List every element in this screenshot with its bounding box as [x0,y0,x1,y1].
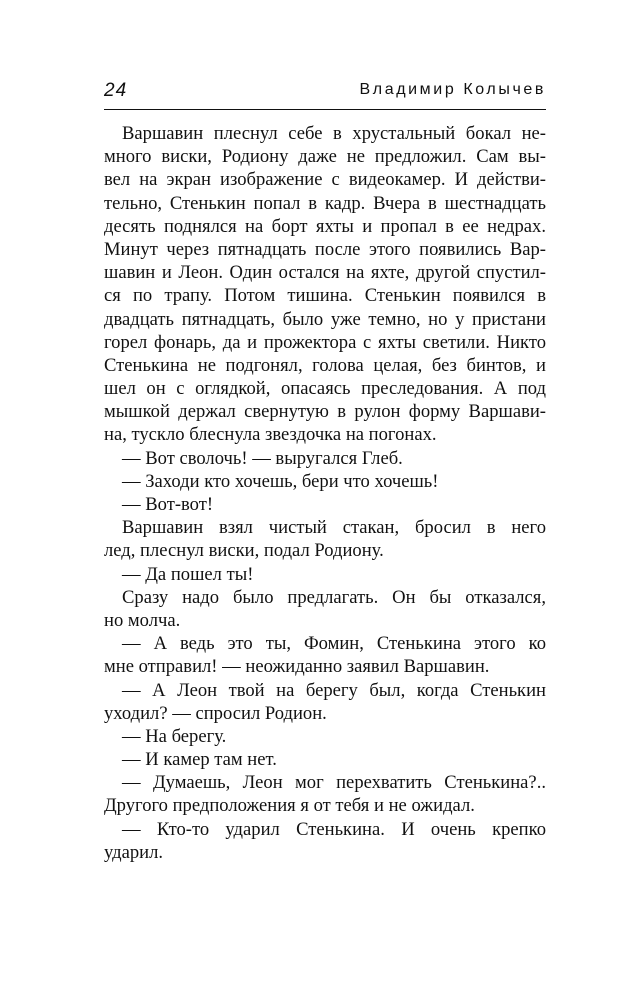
paragraph [104,586,546,632]
paragraph [104,679,546,725]
text-line: — И камер там нет. [122,749,277,771]
text-line: вел на экран изображение с видеокамер. И действи- [104,169,546,191]
text-line: — На берегу. [122,725,227,747]
text-line: — Думаешь, Леон мог перехватить Стенькина?.. [122,772,546,794]
text-line: шел он с оглядкой, опасаясь преследования. А под [104,378,546,400]
paragraph [104,493,546,516]
text-line: Сразу надо было предлагать. Он бы отказался, [122,586,546,608]
page-number: 24 [104,80,128,101]
text-line: много виски, Родиону даже не предложил. Сам вы- [104,146,546,168]
header-rule [104,109,546,110]
paragraph [104,563,546,586]
text-line: Минут через пятнадцать после этого появились Вар- [104,238,546,260]
text-line: ударил. [104,841,164,863]
text-line: — Вот-вот! [122,494,214,515]
text-line: — Да пошел ты! [122,563,254,585]
text-line: шавин и Леон. Один остался на яхте, другой спустил- [104,262,546,284]
text-line: но молча. [104,609,181,631]
paragraph [104,470,546,493]
text-line: — Кто-то ударил Стенькина. И очень крепко [122,818,546,840]
text-line: Стенькина не подгонял, голова целая, без бинтов, и [104,354,546,376]
paragraph [104,771,546,817]
paragraph [104,632,546,678]
text-line: — Вот сволочь! — выругался Глеб. [122,447,403,469]
paragraph [104,516,546,562]
text-line: лед, плеснул виски, подал Родиону. [104,540,384,562]
text-line: десять поднялся на борт яхты и пропал в ее недрах. [104,215,546,237]
text-line: тельно, Стенькин попал в кадр. Вчера в шестнадцать [104,192,546,214]
text-line: ся по трапу. Потом тишина. Стенькин появился в [104,285,546,307]
text-line: мышкой держал свернутую в рулон форму Варшави- [104,401,546,423]
book-page-text [104,122,546,864]
text-line: двадцать пятнадцать, было уже темно, но у пристани [104,308,546,330]
text-line: горел фонарь, да и прожектора с яхты светили. Никто [104,331,546,353]
text-line: Варшавин плеснул себе в хрустальный бокал не- [122,123,546,144]
paragraph [104,725,546,748]
text-line: — А Леон твой на берегу был, когда Стенькин [122,679,546,701]
page-header [104,80,546,104]
paragraph [104,447,546,470]
running-head-author: Владимир Колычев [359,81,546,98]
text-line: на, тускло блеснула звездочка на погонах. [104,424,437,446]
text-line: Варшавин взял чистый стакан, бросил в него [122,517,546,539]
text-line: — А ведь это ты, Фомин, Стенькина этого ко [122,633,546,655]
paragraph [104,122,546,447]
paragraph [104,818,546,864]
text-line: Другого предположения я от тебя и не ожидал. [104,795,475,817]
text-line: уходил? — спросил Родион. [104,702,327,724]
text-line: — Заходи кто хочешь, бери что хочешь! [122,470,439,492]
paragraph [104,748,546,771]
text-line: мне отправил! — неожиданно заявил Варшавин. [104,656,490,678]
